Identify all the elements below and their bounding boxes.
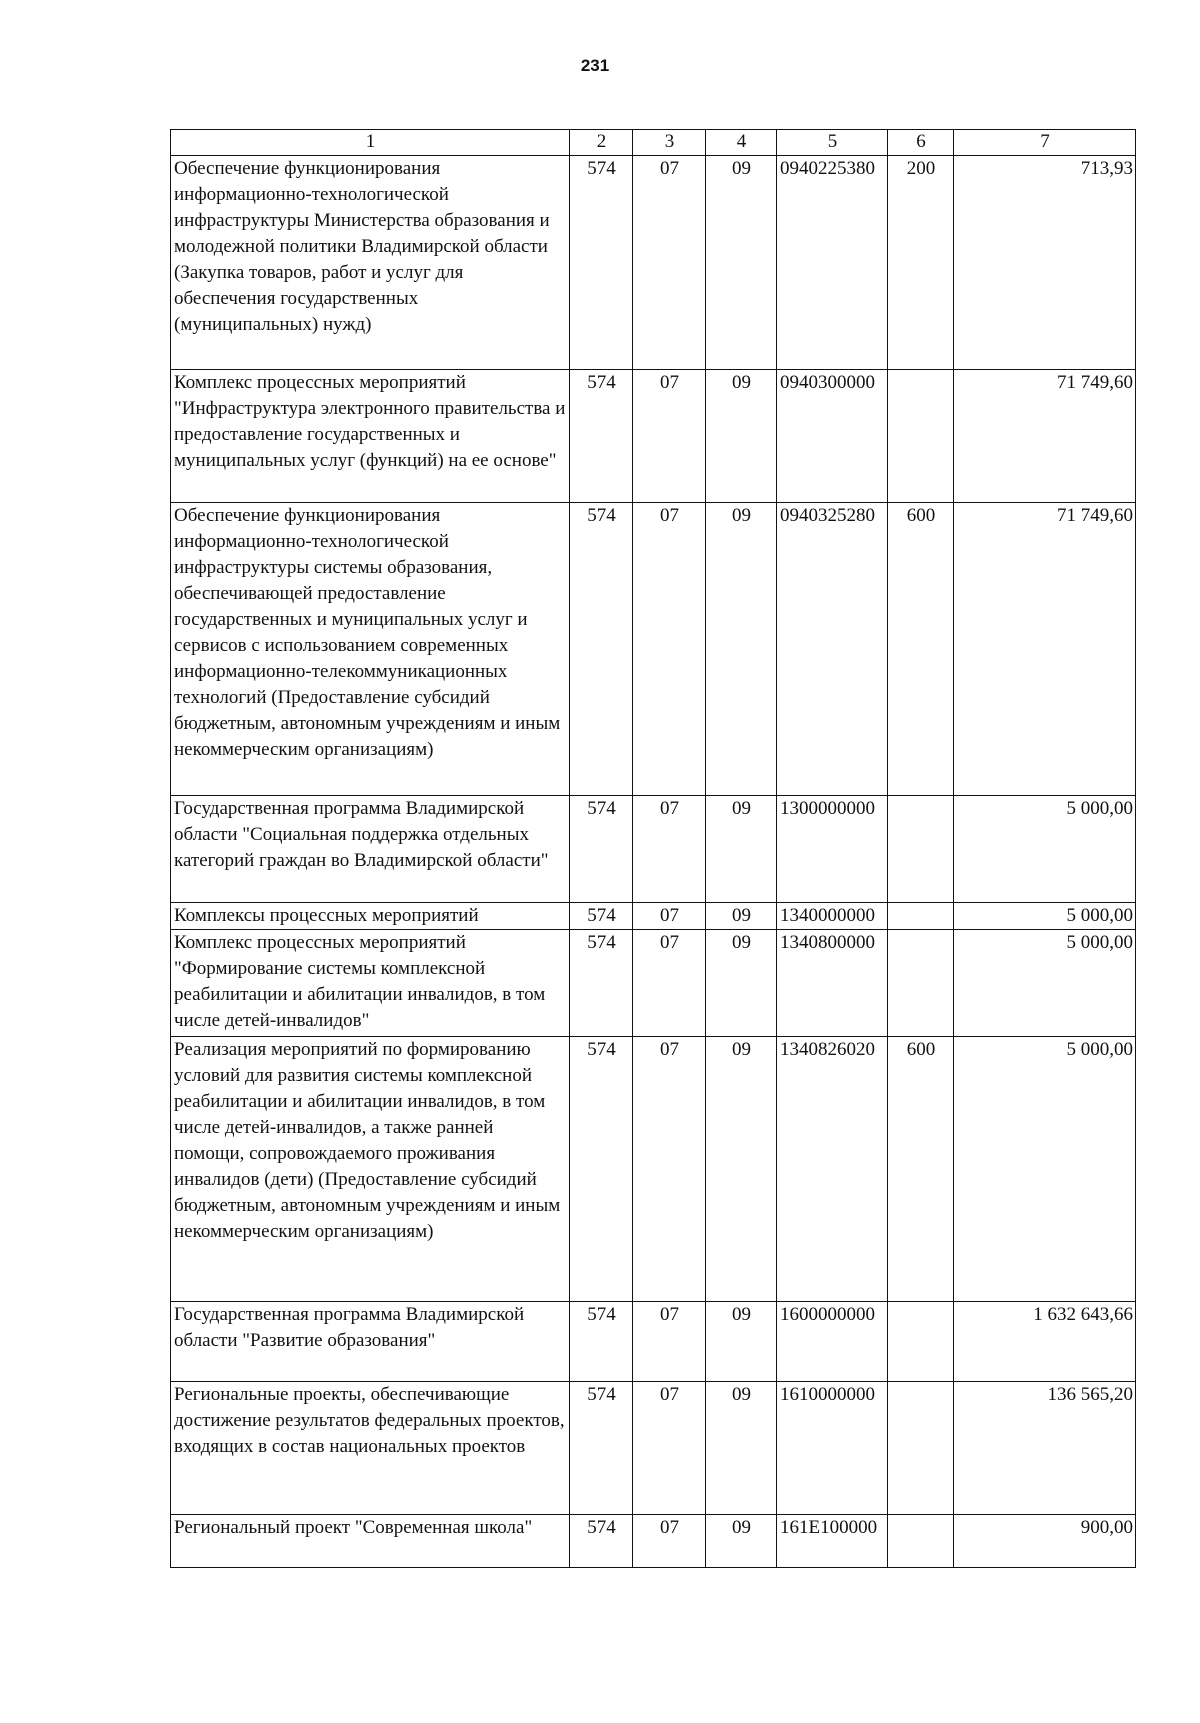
row-ministry-code: 574 [570,370,633,503]
column-header-5: 5 [777,130,888,156]
row-expense-type [888,930,954,1037]
table-row [171,370,1136,503]
row-name: Региональные проекты, обеспечивающие достижение результатов федеральных проектов, входящих в состав национальных проектов [171,1382,570,1515]
row-expense-type [888,796,954,903]
row-amount: 5 000,00 [954,903,1136,930]
row-amount: 5 000,00 [954,930,1136,1037]
row-section-code: 07 [633,1382,706,1515]
row-subsection-code: 09 [706,796,777,903]
row-subsection-code: 09 [706,930,777,1037]
column-header-7: 7 [954,130,1136,156]
row-name: Комплекс процессных мероприятий "Формирование системы комплексной реабилитации и абилитации инвалидов, в том числе детей-инвалидов" [171,930,570,1037]
row-name: Государственная программа Владимирской области "Социальная поддержка отдельных категорий граждан во Владимирской области" [171,796,570,903]
table-row [171,1302,1136,1382]
row-target-article: 0940300000 [777,370,888,503]
row-target-article: 1340826020 [777,1037,888,1302]
row-ministry-code: 574 [570,503,633,796]
row-name: Комплекс процессных мероприятий "Инфраструктура электронного правительства и предоставление государственных и муниципальных услуг (функций) на ее основе" [171,370,570,503]
row-subsection-code: 09 [706,156,777,370]
row-ministry-code: 574 [570,903,633,930]
row-subsection-code: 09 [706,1382,777,1515]
table-row [171,903,1136,930]
row-ministry-code: 574 [570,796,633,903]
row-ministry-code: 574 [570,156,633,370]
row-name: Региональный проект "Современная школа" [171,1515,570,1568]
row-target-article: 1300000000 [777,796,888,903]
column-header-4: 4 [706,130,777,156]
row-ministry-code: 574 [570,930,633,1037]
row-section-code: 07 [633,903,706,930]
row-expense-type [888,1302,954,1382]
column-header-3: 3 [633,130,706,156]
row-amount: 71 749,60 [954,503,1136,796]
row-section-code: 07 [633,930,706,1037]
row-expense-type: 200 [888,156,954,370]
header-row [171,130,1136,156]
row-expense-type [888,903,954,930]
row-amount: 900,00 [954,1515,1136,1568]
column-header-1: 1 [171,130,570,156]
row-target-article: 0940325280 [777,503,888,796]
table-row [171,930,1136,1037]
row-subsection-code: 09 [706,503,777,796]
row-ministry-code: 574 [570,1302,633,1382]
row-name: Государственная программа Владимирской области "Развитие образования" [171,1302,570,1382]
page-number: 231 [580,56,610,75]
row-subsection-code: 09 [706,903,777,930]
budget-table [170,129,1136,1568]
row-amount: 136 565,20 [954,1382,1136,1515]
row-section-code: 07 [633,1515,706,1568]
row-expense-type [888,1515,954,1568]
row-name: Реализация мероприятий по формированию условий для развития системы комплексной реабилитации и абилитации инвалидов, в том числе детей-инвалидов, а также ранней помощи, сопровождаемого проживания инвалидов (дети) (Предоставление субсидий бюджетным, автономным учреждениям и иным некоммерческим организациям) [171,1037,570,1302]
table-row [171,1037,1136,1302]
row-ministry-code: 574 [570,1515,633,1568]
row-section-code: 07 [633,796,706,903]
row-expense-type [888,370,954,503]
row-expense-type: 600 [888,1037,954,1302]
row-subsection-code: 09 [706,1515,777,1568]
row-amount: 5 000,00 [954,1037,1136,1302]
row-target-article: 0940225380 [777,156,888,370]
table-row [171,503,1136,796]
row-subsection-code: 09 [706,1037,777,1302]
row-target-article: 1600000000 [777,1302,888,1382]
row-section-code: 07 [633,503,706,796]
column-header-2: 2 [570,130,633,156]
row-target-article: 161E100000 [777,1515,888,1568]
table-row [171,1382,1136,1515]
row-amount: 5 000,00 [954,796,1136,903]
row-target-article: 1340000000 [777,903,888,930]
row-section-code: 07 [633,156,706,370]
table-row [171,156,1136,370]
column-header-6: 6 [888,130,954,156]
row-amount: 713,93 [954,156,1136,370]
row-section-code: 07 [633,1302,706,1382]
row-expense-type: 600 [888,503,954,796]
row-subsection-code: 09 [706,370,777,503]
table-row [171,1515,1136,1568]
row-target-article: 1340800000 [777,930,888,1037]
row-name: Комплексы процессных мероприятий [171,903,570,930]
row-amount: 1 632 643,66 [954,1302,1136,1382]
row-ministry-code: 574 [570,1037,633,1302]
row-target-article: 1610000000 [777,1382,888,1515]
row-ministry-code: 574 [570,1382,633,1515]
row-name: Обеспечение функционирования информационно-технологической инфраструктуры Министерства образования и молодежной политики Владимирской области (Закупка товаров, работ и услуг для обеспечения государственных (муниципальных) нужд) [171,156,570,370]
row-subsection-code: 09 [706,1302,777,1382]
row-section-code: 07 [633,370,706,503]
row-amount: 71 749,60 [954,370,1136,503]
row-name: Обеспечение функционирования информационно-технологической инфраструктуры системы образования, обеспечивающей предоставление государственных и муниципальных услуг и сервисов с использованием современных информационно-телекоммуникационных технологий (Предоставление субсидий бюджетным, автономным учреждениям и иным некоммерческим организациям) [171,503,570,796]
row-expense-type [888,1382,954,1515]
row-section-code: 07 [633,1037,706,1302]
table-row [171,796,1136,903]
